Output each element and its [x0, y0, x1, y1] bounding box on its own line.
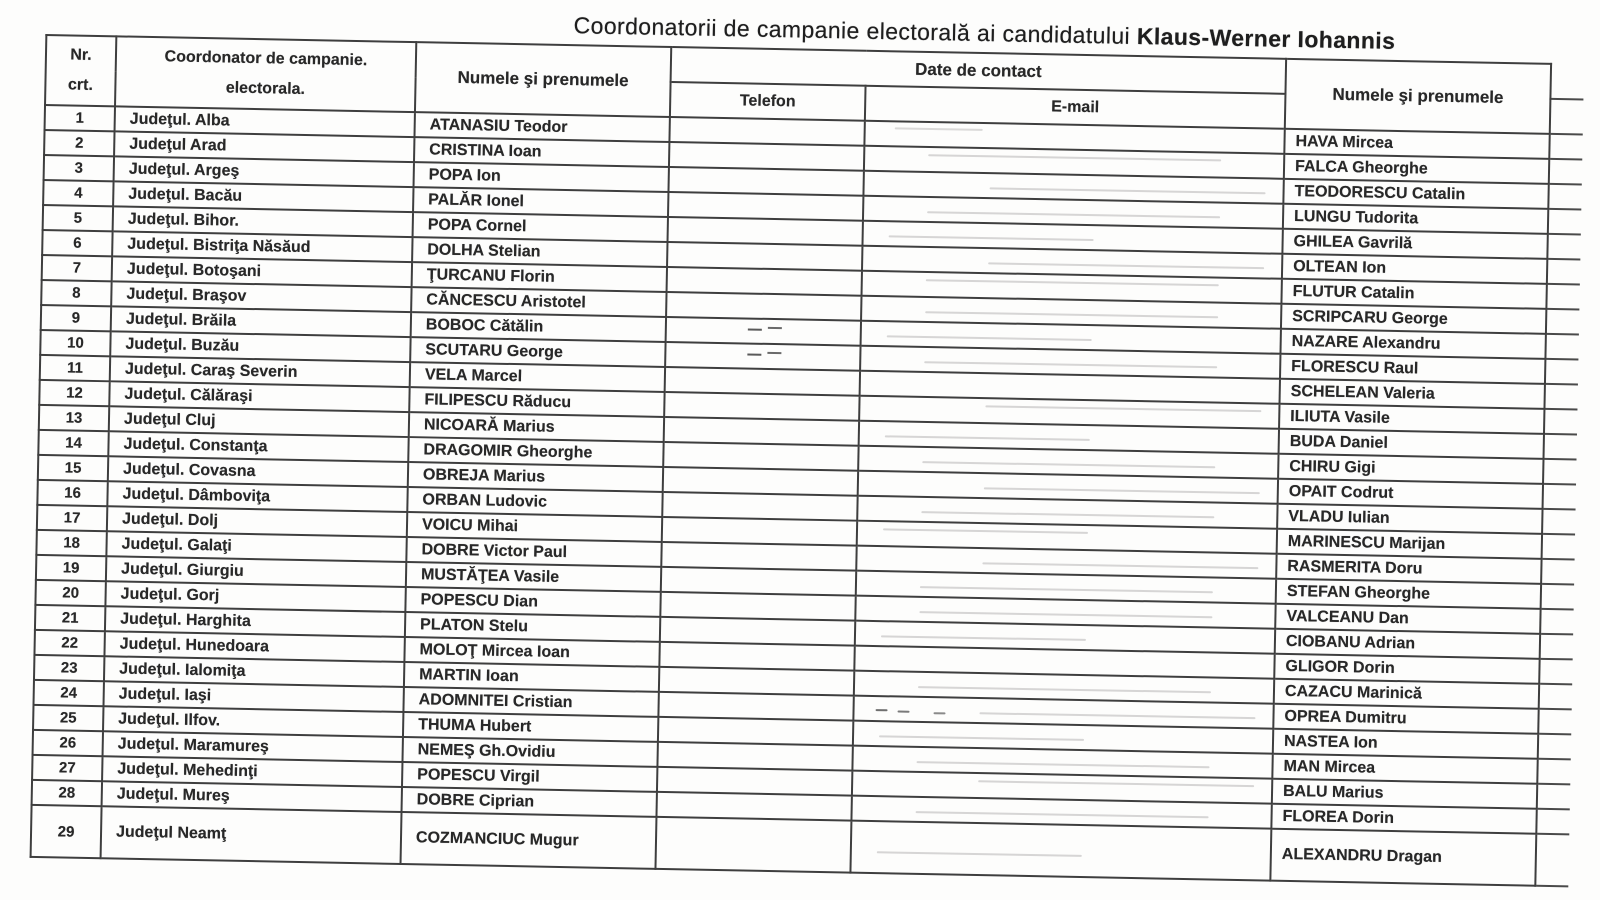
page-edge-line — [1538, 734, 1571, 760]
county-cell: Judeţul Arad — [114, 131, 414, 162]
header-nr-line1: Nr. — [70, 46, 92, 64]
county-cell: Judeţul. Caraş Severin — [110, 356, 410, 387]
county-cell: Judeţul. Bihor. — [113, 206, 413, 237]
row-number-cell: 9 — [41, 305, 111, 331]
president-name-cell: BALU Marius — [1272, 779, 1537, 809]
county-cell: Judeţul. Ialomiţa — [104, 656, 404, 687]
page-edge-line — [1546, 284, 1579, 310]
row-number-cell: 17 — [37, 505, 107, 531]
header-coordinator-line2: electorala. — [225, 79, 306, 98]
phone-cell — [658, 717, 853, 746]
phone-cell — [665, 367, 860, 396]
phone-cell — [665, 342, 860, 371]
page-edge-line — [1550, 99, 1584, 135]
county-cell: Judeţul. Maramureş — [103, 731, 403, 762]
president-name-cell: MAN Mircea — [1272, 754, 1537, 784]
president-name-cell: VLADU Iulian — [1277, 504, 1542, 534]
president-name-cell: CHIRU Gigi — [1278, 454, 1543, 484]
coordinator-name-cell: PALĂR Ionel — [413, 187, 668, 217]
president-name-cell: LUNGU Tudorita — [1283, 204, 1548, 234]
phone-cell — [660, 617, 855, 646]
president-name-cell: FLOREA Dorin — [1271, 804, 1536, 834]
president-name-cell: ILIUTA Vasile — [1279, 404, 1544, 434]
president-name-cell: STEFAN Gheorghe — [1276, 579, 1541, 609]
page-edge-line — [1539, 684, 1572, 710]
phone-cell — [661, 567, 856, 596]
page-edge-line — [1539, 659, 1572, 685]
coordinator-name-cell: DOBRE Ciprian — [402, 787, 657, 817]
coordinator-name-cell: VOICU Mihai — [407, 512, 662, 542]
phone-cell — [664, 417, 859, 446]
title-candidate-name: Klaus-Werner Iohannis — [1136, 22, 1396, 54]
row-number-cell: 11 — [40, 355, 110, 381]
coordinator-name-cell: MUSTĂŢEA Vasile — [406, 562, 661, 592]
header-campaign-coordinator — [115, 36, 416, 112]
phone-cell — [660, 592, 855, 621]
row-number-cell: 20 — [35, 580, 105, 606]
president-name-cell: SCRIPCARU George — [1281, 304, 1546, 334]
phone-cell — [663, 467, 858, 496]
coordinator-name-cell: ORBAN Ludovic — [407, 487, 662, 517]
county-cell: Judeţul. Galaţi — [106, 531, 406, 562]
row-number-cell: 25 — [33, 705, 103, 731]
coordinator-name-cell: NICOARĂ Marius — [409, 412, 664, 442]
coordinator-name-cell: DOBRE Victor Paul — [406, 537, 661, 567]
coordinator-name-cell: FILIPESCU Răducu — [409, 387, 664, 417]
page-edge-line — [1537, 759, 1570, 785]
county-cell: Judeţul. Botoşani — [112, 256, 412, 287]
coordinator-name-cell: THUMA Hubert — [403, 712, 658, 742]
row-number-cell: 23 — [34, 655, 104, 681]
county-cell: Judeţul. Călăraşi — [109, 381, 409, 412]
president-name-cell: OPAIT Codrut — [1278, 479, 1543, 509]
president-name-cell: SCHELEAN Valeria — [1280, 379, 1545, 409]
county-cell: Judeţul. Constanţa — [108, 431, 408, 462]
row-number-cell: 28 — [32, 780, 102, 806]
county-cell: Judeţul. Harghita — [105, 606, 405, 637]
phone-cell — [667, 242, 862, 271]
row-number-cell: 19 — [36, 555, 106, 581]
county-cell: Judeţul. Mureş — [102, 781, 402, 812]
phone-cell — [662, 517, 857, 546]
county-cell: Judeţul. Gorj — [105, 581, 405, 612]
president-name-cell: GHILEA Gavrilă — [1282, 229, 1547, 259]
row-number-cell: 24 — [34, 680, 104, 706]
coordinator-name-cell: POPA Ion — [414, 162, 669, 192]
county-cell: Judeţul. Bistriţa Năsăud — [112, 231, 412, 262]
row-number-cell: 5 — [43, 205, 113, 231]
president-name-cell: RASMERITA Doru — [1276, 554, 1541, 584]
coordinator-name-cell: DRAGOMIR Gheorghe — [408, 437, 663, 467]
email-cell — [850, 821, 1271, 881]
page-edge-line — [1544, 434, 1577, 460]
county-cell: Judeţul. Dolj — [107, 506, 407, 537]
coordinator-name-cell: CĂNCESCU Aristotel — [411, 287, 666, 317]
table-body — [31, 105, 1583, 886]
page-edge-line — [1536, 809, 1569, 835]
coordinators-table — [30, 34, 1585, 887]
phone-cell — [657, 767, 852, 796]
coordinator-name-cell: ATANASIU Teodor — [414, 112, 669, 142]
phone-cell — [668, 217, 863, 246]
president-name-cell: FALCA Gheorghe — [1284, 154, 1549, 184]
page-edge-line — [1542, 509, 1575, 535]
phone-cell — [655, 817, 851, 873]
phone-cell — [659, 642, 854, 671]
coordinator-name-cell: OBREJA Marius — [408, 462, 663, 492]
page-edge-line — [1547, 259, 1580, 285]
page-edge-line — [1540, 634, 1573, 660]
phone-cell — [663, 442, 858, 471]
president-name-cell: OPREA Dumitru — [1273, 704, 1538, 734]
row-number-cell: 14 — [38, 430, 108, 456]
row-number-cell: 26 — [33, 730, 103, 756]
row-number-cell: 13 — [39, 405, 109, 431]
coordinator-name-cell: ADOMNITEI Cristian — [403, 687, 658, 717]
header-nr-line2: crt. — [67, 76, 94, 94]
president-name-cell: HAVA Mircea — [1284, 129, 1549, 159]
coordinator-name-cell: CRISTINA Ioan — [414, 137, 669, 167]
row-number-cell: 3 — [44, 155, 114, 181]
county-cell: Judeţul Neamţ — [101, 806, 402, 864]
county-cell: Judeţul. Brăila — [111, 306, 411, 337]
header-name-surname: Numele şi prenumele — [415, 42, 671, 117]
county-cell: Judeţul. Hunedoara — [104, 631, 404, 662]
coordinator-name-cell: SCUTARU George — [410, 337, 665, 367]
coordinator-name-cell: VELA Marcel — [410, 362, 665, 392]
page-edge-line — [1544, 409, 1577, 435]
row-number-cell: 27 — [32, 755, 102, 781]
header-phone: Telefon — [670, 82, 866, 121]
phone-cell — [669, 117, 864, 146]
coordinator-name-cell: POPA Cornel — [413, 212, 668, 242]
president-name-cell: TEODORESCU Catalin — [1283, 179, 1548, 209]
coordinator-name-cell: DOLHA Stelian — [412, 237, 667, 267]
page-edge-line — [1543, 484, 1576, 510]
row-number-cell: 8 — [41, 280, 111, 306]
phone-cell — [668, 192, 863, 221]
county-cell: Judeţul. Dâmboviţa — [107, 481, 407, 512]
page-edge-line — [1544, 384, 1577, 410]
coordinator-name-cell: POPESCU Dian — [405, 587, 660, 617]
phone-cell — [661, 542, 856, 571]
coordinator-name-cell: BOBOC Cătălin — [411, 312, 666, 342]
president-name-cell: MARINESCU Marijan — [1277, 529, 1542, 559]
phone-cell — [656, 792, 851, 821]
page-edge-line — [1535, 834, 1569, 887]
scanned-document-page — [30, 2, 1591, 888]
header-email: E-mail — [865, 86, 1286, 129]
county-cell: Judeţul. Alba — [115, 106, 415, 137]
page-edge-line — [1546, 309, 1579, 335]
page-edge-line — [1549, 159, 1582, 185]
phone-cell — [659, 667, 854, 696]
page-edge-line — [1550, 64, 1584, 100]
coordinator-name-cell: ŢURCANU Florin — [412, 262, 667, 292]
president-name-cell: CIOBANU Adrian — [1275, 629, 1540, 659]
row-number-cell: 4 — [43, 180, 113, 206]
page-edge-line — [1548, 209, 1581, 235]
row-number-cell: 1 — [45, 105, 115, 131]
page-edge-line — [1541, 584, 1574, 610]
header-contact-details: Date de contact — [671, 47, 1287, 94]
president-name-cell: VALCEANU Dan — [1275, 604, 1540, 634]
page-edge-line — [1542, 534, 1575, 560]
title-prefix: Coordonatorii de campanie electorală ai candidatului — [573, 12, 1138, 49]
coordinator-name-cell: COZMANCIUC Mugur — [401, 812, 657, 869]
header-coordinator-line1: Coordonator de campanie. — [164, 48, 368, 70]
president-name-cell: CAZACU Marinică — [1274, 679, 1539, 709]
row-number-cell: 15 — [38, 455, 108, 481]
phone-cell — [667, 267, 862, 296]
page-edge-line — [1538, 709, 1571, 735]
row-number-cell: 29 — [31, 805, 102, 858]
row-number-cell: 21 — [35, 605, 105, 631]
county-cell: Judeţul. Braşov — [111, 281, 411, 312]
phone-cell — [666, 317, 861, 346]
phone-cell — [666, 292, 861, 321]
coordinator-name-cell: POPESCU Virgil — [402, 762, 657, 792]
president-name-cell: FLUTUR Catalin — [1281, 279, 1546, 309]
county-cell: Judeţul. Covasna — [108, 456, 408, 487]
page-edge-line — [1541, 559, 1574, 585]
county-cell: Judeţul. Bacău — [113, 181, 413, 212]
row-number-cell: 12 — [39, 380, 109, 406]
page-edge-line — [1548, 184, 1581, 210]
phone-cell — [668, 167, 863, 196]
county-cell: Judeţul. Buzău — [110, 331, 410, 362]
header-name-surname-2: Numele şi prenumele — [1285, 59, 1551, 134]
row-number-cell: 6 — [42, 230, 112, 256]
phone-cell — [664, 392, 859, 421]
row-number-cell: 7 — [42, 255, 112, 281]
president-name-cell: GLIGOR Dorin — [1274, 654, 1539, 684]
row-number-cell: 16 — [37, 480, 107, 506]
page-edge-line — [1540, 609, 1573, 635]
page-edge-line — [1545, 334, 1578, 360]
row-number-cell: 18 — [36, 530, 106, 556]
page-edge-line — [1549, 134, 1582, 160]
county-cell: Judeţul. Giurgiu — [106, 556, 406, 587]
president-name-cell: ALEXANDRU Dragan — [1270, 829, 1536, 886]
county-cell: Judeţul. Iaşi — [103, 681, 403, 712]
county-cell: Judeţul Cluj — [109, 406, 409, 437]
coordinator-name-cell: PLATON Stelu — [405, 612, 660, 642]
page-edge-line — [1547, 234, 1580, 260]
phone-cell — [658, 692, 853, 721]
phone-cell — [669, 142, 864, 171]
page-edge-line — [1543, 459, 1576, 485]
county-cell: Judeţul. Argeş — [114, 156, 414, 187]
coordinator-name-cell: MOLOŢ Mircea Ioan — [404, 637, 659, 667]
president-name-cell: OLTEAN Ion — [1282, 254, 1547, 284]
row-number-cell: 10 — [40, 330, 110, 356]
phone-cell — [662, 492, 857, 521]
page-edge-line — [1545, 359, 1578, 385]
president-name-cell: BUDA Daniel — [1279, 429, 1544, 459]
president-name-cell: NAZARE Alexandru — [1280, 329, 1545, 359]
row-number-cell: 22 — [34, 630, 104, 656]
county-cell: Judeţul. Mehedinţi — [102, 756, 402, 787]
president-name-cell: FLORESCU Raul — [1280, 354, 1545, 384]
county-cell: Judeţul. Ilfov. — [103, 706, 403, 737]
phone-cell — [657, 742, 852, 771]
page-edge-line — [1537, 784, 1570, 810]
row-number-cell: 2 — [44, 130, 114, 156]
president-name-cell: NASTEA Ion — [1273, 729, 1538, 759]
header-nr-crt — [45, 35, 116, 106]
coordinator-name-cell: MARTIN Ioan — [404, 662, 659, 692]
coordinator-name-cell: NEMEŞ Gh.Ovidiu — [402, 737, 657, 767]
